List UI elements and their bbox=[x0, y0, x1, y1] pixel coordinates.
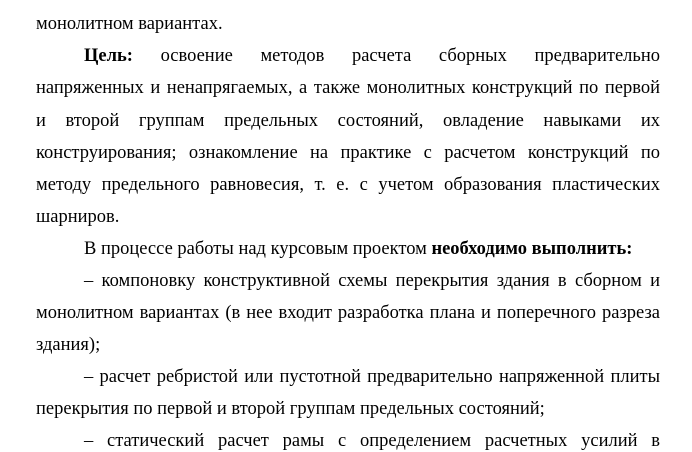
goal-line: конструирования; ознакомление на практике с расчетом конструкций по bbox=[36, 143, 660, 163]
goal-first-line bbox=[84, 45, 660, 67]
tasks-intro-text: В процессе работы над курсовым проектом bbox=[84, 239, 432, 259]
task-item-line: – статический расчет рамы с определением расчетных усилий в bbox=[84, 431, 660, 451]
goal-line: шарниров. bbox=[36, 207, 120, 227]
goal-line: и второй группам предельных состояний, овладение навыками их bbox=[36, 111, 660, 131]
goal-line: напряженных и ненапрягаемых, а также монолитных конструкций по первой bbox=[36, 78, 660, 98]
goal-label: Цель: bbox=[84, 46, 133, 66]
task-item-line: здания); bbox=[36, 335, 101, 355]
task-item-line: монолитном вариантах (в нее входит разработка плана и поперечного разреза bbox=[36, 303, 660, 323]
paragraph-continuation-line: монолитном вариантах. bbox=[36, 14, 223, 34]
goal-text: освоение методов расчета сборных предварительно bbox=[160, 46, 660, 66]
task-item-line: – компоновку конструктивной схемы перекрытия здания в сборном и bbox=[84, 271, 660, 291]
tasks-intro-bold: необходимо выполнить: bbox=[431, 239, 633, 259]
task-item-line: перекрытия по первой и второй группам предельных состояний; bbox=[36, 399, 545, 419]
tasks-intro bbox=[84, 238, 660, 260]
task-item-line: – расчет ребристой или пустотной предварительно напряженной плиты bbox=[84, 367, 660, 387]
goal-line: методу предельного равновесия, т. е. с учетом образования пластических bbox=[36, 175, 660, 195]
